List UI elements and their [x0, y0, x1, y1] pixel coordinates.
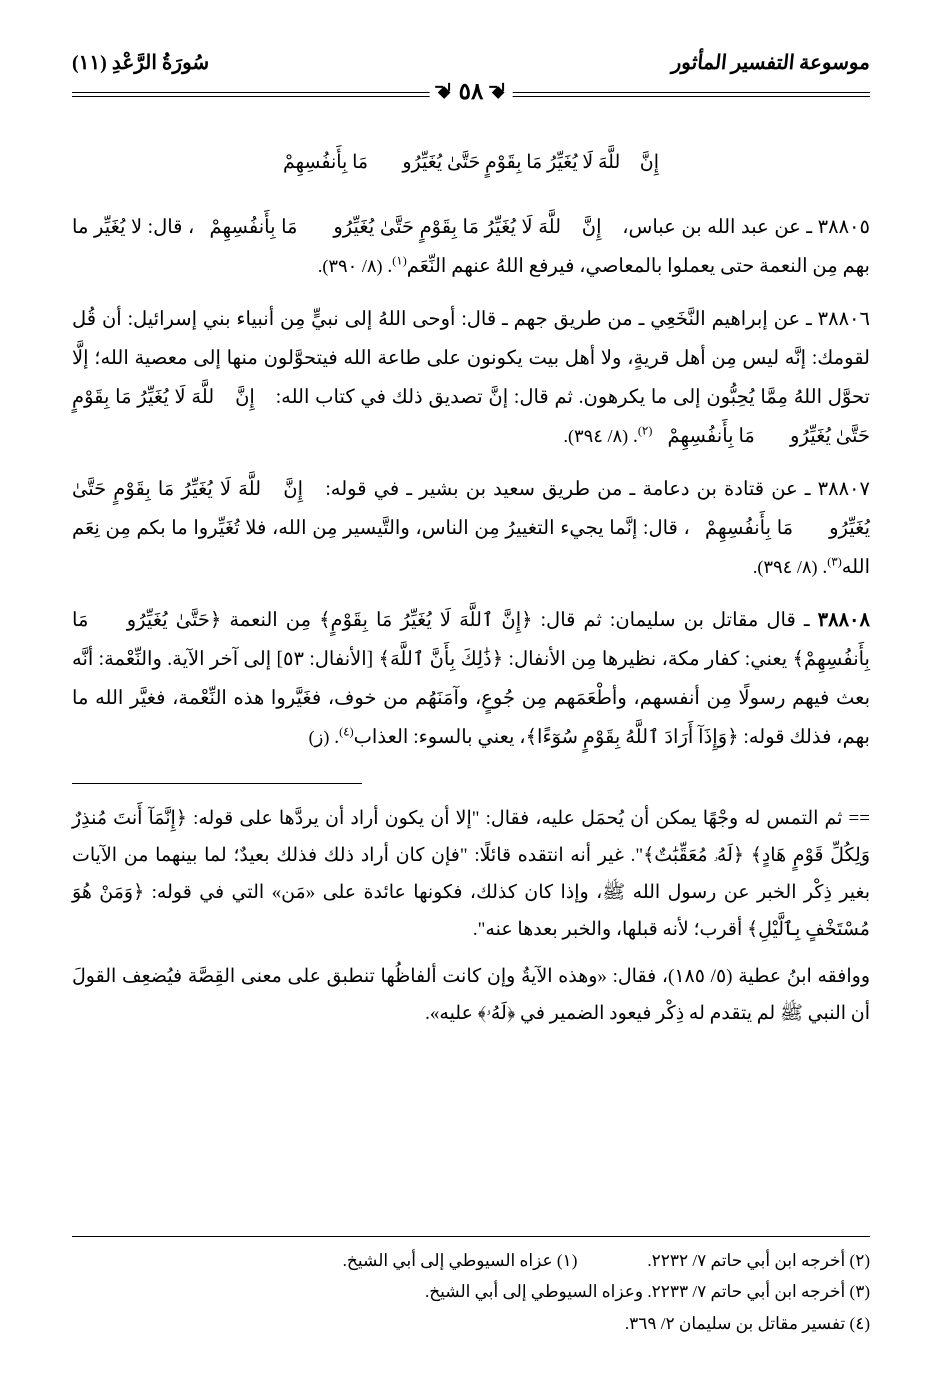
footnote-row: [72, 1308, 870, 1339]
footnote-row: [72, 1245, 870, 1276]
page-body: [72, 144, 870, 757]
footnote-text-3: أخرجه ابن أبي حاتم ٧/ ٢٢٣٣. وعزاه السيوطي إلى أبي الشيخ.: [424, 1282, 846, 1302]
footnote-item: [647, 1245, 870, 1276]
diamond-ornament-left-icon: [438, 86, 451, 99]
entry-number: ٣٨٨٠٧: [817, 479, 871, 500]
footnote-mark: (٣): [827, 554, 842, 569]
footnotes-divider: [72, 1236, 870, 1237]
footnote-text-2: أخرجه ابن أبي حاتم ٧/ ٢٢٣٢.: [647, 1250, 846, 1270]
ayah-heading: ﴿إِنَّ ٱللَّهَ لَا يُغَيِّرُ مَا بِقَوْمٍ حَتَّىٰ يُغَيِّرُوا۟ مَا بِأَنفُسِهِمْ﴾: [268, 152, 674, 173]
series-title: موسوعة التفسير المأثور: [670, 52, 871, 74]
entry-reference: (٨/ ٣٩٠).: [317, 256, 383, 276]
page-header: [72, 48, 870, 110]
header-rule: [72, 81, 870, 107]
hadith-entry: ٣٨٨٠٧ ـ عن قتادة بن دعامة ـ من طريق سعيد بن بشير ـ في قوله: ﴿إِنَّ ٱللَّهَ لَا يُغَيِّرُ مَا بِقَوْمٍ حَتَّىٰ يُغَيِّرُوا۟ مَا بِأَنفُسِهِمْ﴾، قال: إنَّما يجيء التغييرُ مِن الناس، والتَّيسير مِن الله، فلا تُغَيِّروا ما بكم مِن نِعَم الله$^{(٣)}$. (٨/ ٣٩٤).: [72, 479, 871, 578]
commentary-paragraph: == ثم التمس له وجْهًا يمكن أن يُحمَل عليه، فقال: "إلا أن يكون أراد أن يردَّها على قوله: ﴿إِنَّمَآ أَنتَ مُنذِرٌ وَلِكُلِّ قَوْمٍ هَادٍ﴾ ﴿لَهُۥ مُعَقِّبَٰتٌ﴾". غير أنه انتقده قائلًا: "فإن كان أراد ذلك فذلك بعيدٌ؛ لما بينهما من الآيات بغير ذِكْر الخبر عن رسول الله ﷺ، وإذا كان كذلك، فكونها عائدة على «مَن» التي في قوله: ﴿وَمَنْ هُوَ مُسْتَخْفٍ بِٱلَّيْلِ﴾ أقرب؛ لأنه قبلها، والخبر بعدها عنه".: [72, 808, 870, 941]
footnote-item: [625, 1314, 870, 1333]
sura-title: سُورَةُ الرَّعْدِ (١١): [72, 52, 210, 74]
footnotes-list: [72, 1245, 870, 1339]
footnote-item: [425, 1282, 870, 1301]
entry-number: ٣٨٨٠٨: [817, 610, 870, 631]
entry-reference: (٨/ ٣٩٤).: [563, 426, 629, 446]
hadith-entry: ٣٨٨٠٥ ـ عن عبد الله بن عباس، ﴿إِنَّ ٱللَّهَ لَا يُغَيِّرُ مَا بِقَوْمٍ حَتَّىٰ يُغَيِّرُوا۟ مَا بِأَنفُسِهِمْ﴾، قال: لا يُغَيِّر ما بهم مِن النعمة حتى يعملوا بالمعاصي، فيرفع اللهُ عنهم النِّعَم$^{(١)}$. (٨/ ٣٩٠).: [72, 217, 870, 277]
footnote-row: [72, 1276, 870, 1307]
entry-number: ٣٨٨٠٥: [817, 217, 870, 238]
entry-reference: (٨/ ٣٩٤).: [752, 557, 818, 577]
entry-text: ـ عن قتادة بن دعامة ـ من طريق سعيد بن بشير ـ في قوله: ﴿إِنَّ ٱللَّهَ لَا يُغَيِّرُ مَا بِقَوْمٍ حَتَّىٰ يُغَيِّرُوا۟ مَا بِأَنفُسِهِمْ﴾، قال: إنَّما يجيء التغييرُ مِن الناس، والتَّيسير مِن الله، فلا تُغَيِّروا ما بكم مِن نِعَم الله: [72, 479, 870, 578]
entry-reference: (ز): [308, 727, 330, 747]
section-divider: [72, 783, 362, 784]
header-titles-row: [72, 48, 870, 75]
entry-text: ـ عن إبراهيم النَّخَعِي ـ من طريق جهم ـ قال: أوحى اللهُ إلى نبيٍّ مِن أنبياء بني إسرائيل: أن قُل لقومك: إنَّه ليس مِن أهل قريةٍ، ولا أهل بيت يكونون على طاعة الله فيتحوَّلون منها إلى معصية الله؛ إلَّا تحوَّل اللهُ مِمَّا يُحِبُّون إلى ما يكرهون. ثم قال: إنَّ تصديق ذلك في كتاب الله: ﴿إِنَّ ٱللَّهَ لَا يُغَيِّرُ مَا بِقَوْمٍ حَتَّىٰ يُغَيِّرُوا۟ مَا بِأَنفُسِهِمْ﴾: [72, 309, 870, 447]
entry-text: ـ قال مقاتل بن سليمان: ثم قال: ﴿إِنَّ ٱللَّهَ لَا يُغَيِّرُ مَا بِقَوْمٍ﴾ مِن النعمة ﴿حَتَّىٰ يُغَيِّرُوا۟ مَا بِأَنفُسِهِمْ﴾ يعني: كفار مكة، نظيرها مِن الأنفال: ﴿ذَٰلِكَ بِأَنَّ ٱللَّهَ﴾ [الأنفال: ٥٣] إلى آخر الآية. والنِّعْمة: أنَّه بعث فيهم رسولًا مِن أنفسهم، وأطْعَمَهم مِن جُوعٍ، وآمَنَهُم من خوف، فغَيَّروا هذه النِّعْمة، فغيَّر الله ما بهم، فذلك قوله: ﴿وَإِذَآ أَرَادَ ٱللَّهُ بِقَوْمٍ سُوٓءًا﴾، يعني بالسوء: العذاب: [72, 610, 870, 748]
entry-number: ٣٨٨٠٦: [817, 309, 871, 330]
footnote-mark-1: (١): [556, 1250, 578, 1270]
page-number-badge: [430, 79, 513, 105]
footnote-item: [343, 1245, 578, 1276]
footnote-mark: (٢): [637, 423, 653, 438]
commentary-paragraph: ووافقه ابنُ عطية (٥/ ١٨٥)، فقال: «وهذه الآيةُ وإن كانت ألفاظُها تنطبق على معنى القِصَّة فيُضعِف القولَ أن النبي ﷺ لم يتقدم له ذِكْر فيعود الضمير في ﴿لَهُۥ﴾ عليه».: [72, 966, 870, 1025]
footnote-mark-2: (٢): [849, 1250, 870, 1270]
hadith-entry: ٣٨٨٠٨ ـ قال مقاتل بن سليمان: ثم قال: ﴿إِنَّ ٱللَّهَ لَا يُغَيِّرُ مَا بِقَوْمٍ﴾ مِن النعمة ﴿حَتَّىٰ يُغَيِّرُوا۟ مَا بِأَنفُسِهِمْ﴾ يعني: كفار مكة، نظيرها مِن الأنفال: ﴿ذَٰلِكَ بِأَنَّ ٱللَّهَ﴾ [الأنفال: ٥٣] إلى آخر الآية. والنِّعْمة: أنَّه بعث فيهم رسولًا مِن أنفسهم، وأطْعَمَهم مِن جُوعٍ، وآمَنَهُم من خوف، فغَيَّروا هذه النِّعْمة، فغيَّر الله ما بهم، فذلك قوله: ﴿وَإِذَآ أَرَادَ ٱللَّهُ بِقَوْمٍ سُوٓءًا﴾، يعني بالسوء: العذاب$^{(٤)}$. (ز): [72, 610, 870, 748]
footnote-mark: (١): [392, 253, 407, 268]
footnote-mark: (٤): [339, 724, 354, 739]
footnote-text-4: تفسير مقاتل بن سليمان ٢/ ٣٦٩.: [624, 1313, 846, 1333]
diamond-ornament-right-icon: [491, 86, 504, 99]
commentary-section: [72, 800, 870, 1032]
footnote-mark-4: (٤): [849, 1313, 870, 1333]
footnote-text-1: عزاه السيوطي إلى أبي الشيخ.: [342, 1250, 553, 1270]
page-number: ٥٨: [458, 79, 484, 104]
hadith-entry: ٣٨٨٠٦ ـ عن إبراهيم النَّخَعِي ـ من طريق جهم ـ قال: أوحى اللهُ إلى نبيٍّ مِن أنبياء بني إسرائيل: أن قُل لقومك: إنَّه ليس مِن أهل قريةٍ، ولا أهل بيت يكونون على طاعة الله فيتحوَّلون منها إلى معصية الله؛ إلَّا تحوَّل اللهُ مِمَّا يُحِبُّون إلى ما يكرهون. ثم قال: إنَّ تصديق ذلك في كتاب الله: ﴿إِنَّ ٱللَّهَ لَا يُغَيِّرُ مَا بِقَوْمٍ حَتَّىٰ يُغَيِّرُوا۟ مَا بِأَنفُسِهِمْ﴾$^{(٢)}$. (٨/ ٣٩٤).: [72, 309, 871, 447]
entry-text: ـ عن عبد الله بن عباس، ﴿إِنَّ ٱللَّهَ لَا يُغَيِّرُ مَا بِقَوْمٍ حَتَّىٰ يُغَيِّرُوا۟ مَا بِأَنفُسِهِمْ﴾، قال: لا يُغَيِّر ما بهم مِن النعمة حتى يعملوا بالمعاصي، فيرفع اللهُ عنهم النِّعَم: [72, 217, 870, 277]
footnotes-block: [72, 1218, 870, 1339]
footnote-mark-3: (٣): [849, 1282, 870, 1302]
